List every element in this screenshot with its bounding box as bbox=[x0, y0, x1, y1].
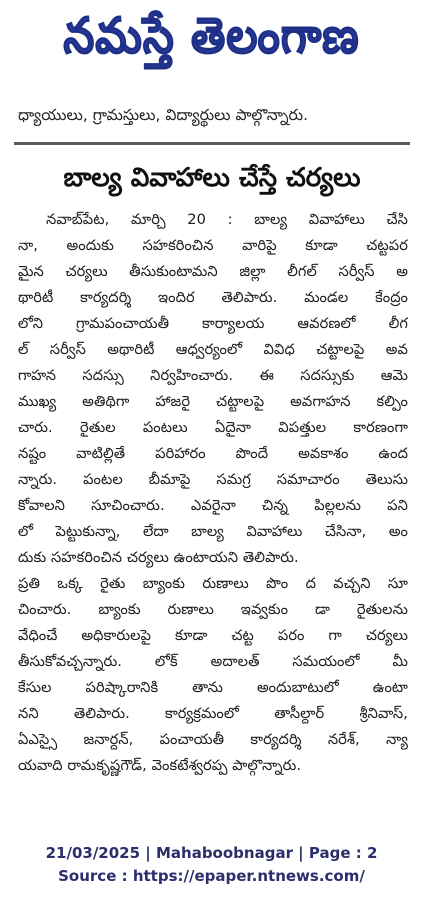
article-line: గాహన సదస్సు నిర్వహించారు. ఈ సదస్సుకు ఆమె bbox=[18, 367, 408, 384]
previous-article-tail: ధ్యాయులు, గ్రామస్తులు, విద్యార్థులు పాల్గొన్నారు. bbox=[18, 106, 309, 124]
article-line: ముఖ్య అతిథిగా హాజరై చట్టాలపై అవగాహన కల్పిం bbox=[18, 393, 408, 410]
article-line: నా, అందుకు సహకరించిన వారిపై కూడా చట్టపర bbox=[18, 237, 408, 254]
article-line: లోని గ్రామపంచాయతీ కార్యాలయ ఆవరణలో లీగ bbox=[18, 315, 408, 332]
source-link[interactable]: Source : https://epaper.ntnews.com/ bbox=[58, 867, 365, 885]
article-line: లో పెట్టుకున్నా, లేదా బాల్య వివాహాలు చేసినా, అం bbox=[18, 523, 408, 540]
article-line: నష్టం వాటిల్లితే పరిహారం పొందే అవకాశం ఉంద bbox=[18, 445, 408, 462]
article-line: కోవాలని సూచించారు. ఎవరైనా చిన్న పిల్లలను పని bbox=[18, 497, 408, 514]
article-line: ఏఎస్సై జనార్దన్, పంచాయతీ కార్యదర్శి నరేశ్, న్యా bbox=[18, 731, 408, 748]
article-line: తీసుకోవచ్చన్నారు. లోక్ అదాలత్ సమయంలో మీ bbox=[18, 653, 408, 670]
article-line: నని తెలిపారు. కార్యక్రమంలో తాసీల్దార్ శ్రీనివాస్, bbox=[18, 705, 408, 722]
section-divider bbox=[14, 142, 410, 145]
article-line: చించారు. బ్యాంకు రుణాలు ఇవ్వకుం డా రైతులను bbox=[18, 601, 408, 618]
article-body bbox=[18, 207, 408, 779]
article-line: న్నారు. పంటల బీమాపై సమగ్ర సమాచారం తెలుసు bbox=[18, 471, 408, 488]
article-line: చారు. రైతుల పంటలు ఏదైనా విపత్తుల కారణంగా bbox=[18, 419, 408, 436]
article-line: నవాబ్‌పేట, మార్చి 20 : బాల్య వివాహాలు చేసి bbox=[46, 211, 408, 228]
article-line: ల్ సర్వీస్ అథారిటీ ఆధ్వర్యంలో వివిధ చట్టాలపై అవ bbox=[18, 341, 408, 358]
article-line: దుకు సహకరించిన చర్యలు ఉంటాయని తెలిపారు. bbox=[18, 549, 299, 566]
article-line: వేధించే అధికారులపై కూడా చట్ట పరం గా చర్యలు bbox=[18, 627, 408, 644]
masthead bbox=[0, 0, 423, 78]
article-line: కేసుల పరిష్కారానికి తాను అందుబాటులో ఉంటా bbox=[18, 679, 408, 696]
article-line: మైన చర్యలు తీసుకుంటామని జిల్లా లీగల్ సర్వీస్ అ bbox=[18, 263, 408, 280]
article-headline: బాల్య వివాహాలు చేస్తే చర్యలు bbox=[63, 163, 361, 193]
article-line: ప్రతి ఒక్క రైతు బ్యాంకు రుణాలు పొం ద వచ్చని సూ bbox=[18, 575, 408, 592]
newspaper-logo: నమస్తే తెలంగాణ bbox=[63, 7, 360, 66]
article-line: యవాది రామకృష్ణగౌడ్, వెంకటేశ్వరప్ప పాల్గొన్నారు. bbox=[18, 757, 302, 774]
article-line: థారిటీ కార్యదర్శి ఇందిర తెలిపారు. మండల కేంద్రం bbox=[18, 289, 408, 306]
footer bbox=[0, 842, 423, 888]
edition-info: 21/03/2025 | Mahaboobnagar | Page : 2 bbox=[45, 844, 378, 862]
